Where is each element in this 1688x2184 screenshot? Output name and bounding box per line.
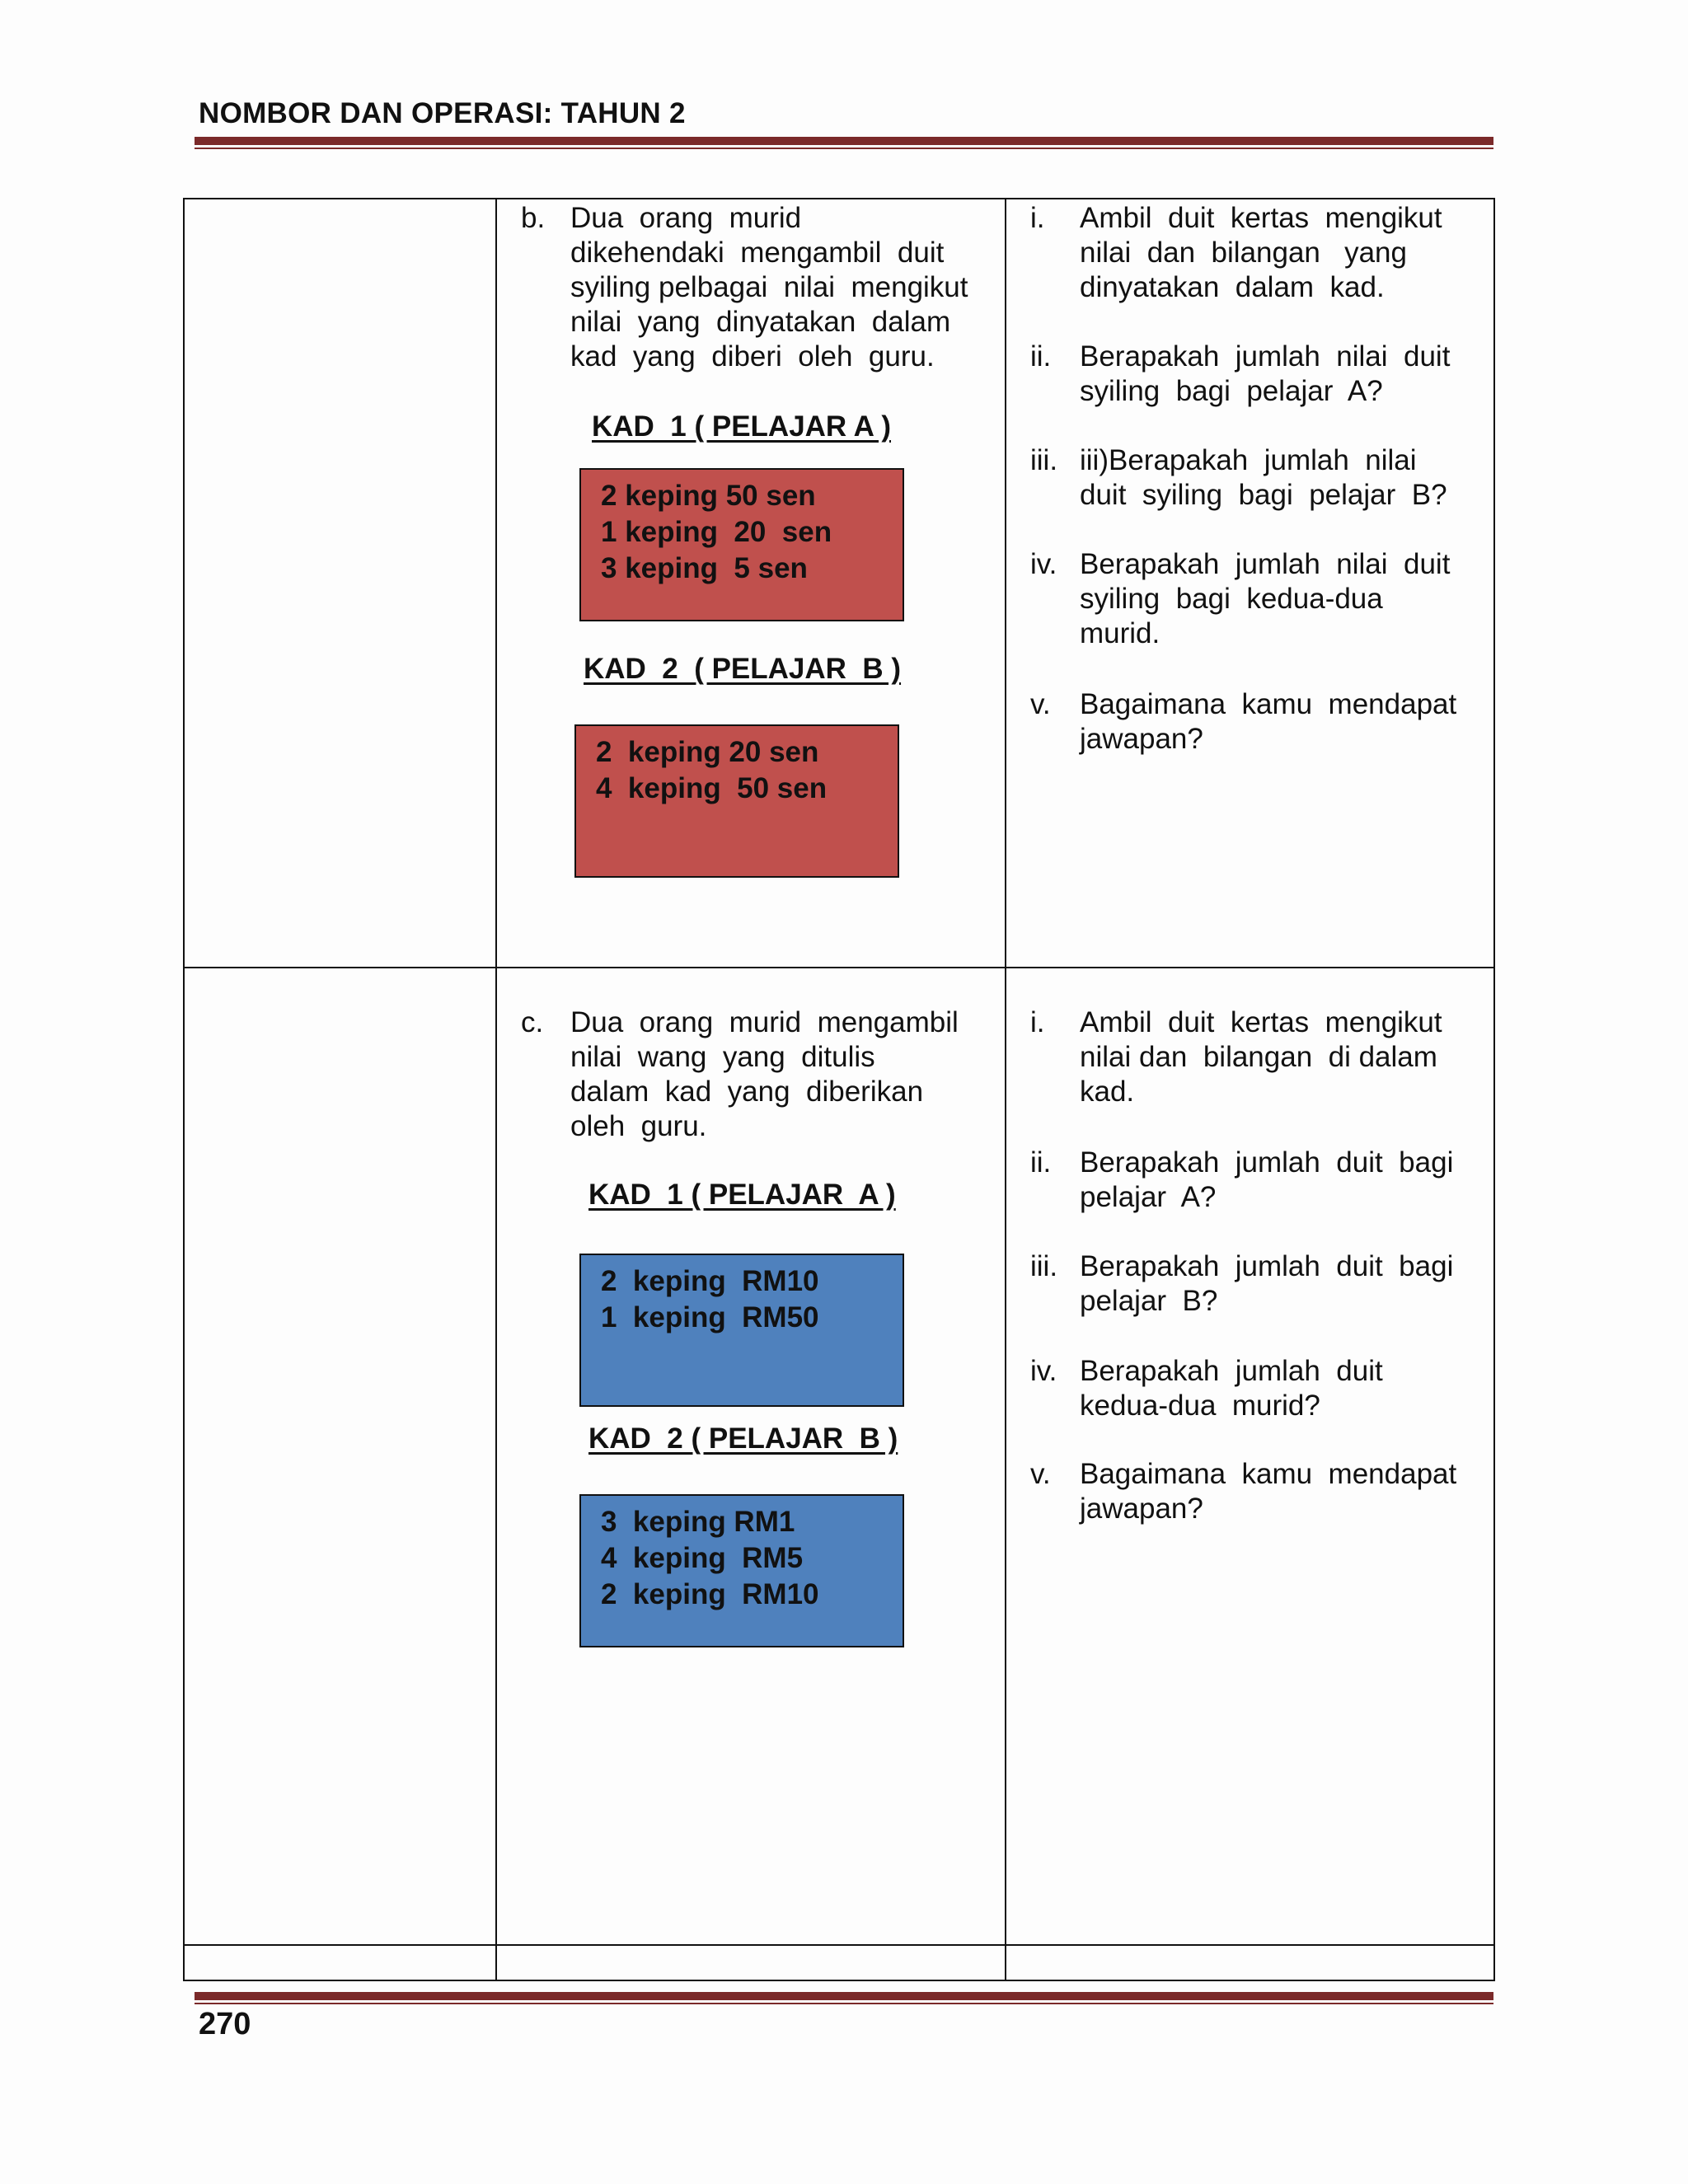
header-rule-thin: [195, 148, 1493, 149]
card-2-blue: [579, 1494, 904, 1647]
question-text: [1080, 1457, 1475, 1526]
question-number: ii.: [1030, 340, 1052, 373]
table-row-divider: [183, 1944, 1495, 1946]
question-line: Berapakah jumlah duit bagi: [1080, 1250, 1454, 1282]
card-line: 4 keping 50 sen: [596, 772, 828, 804]
question-line: jawapan?: [1080, 1493, 1203, 1525]
question-text: [1080, 687, 1475, 757]
page-number: 270: [199, 2007, 251, 2041]
description-line: nilai wang yang ditulis: [570, 1041, 875, 1073]
question-line: murid.: [1080, 617, 1160, 649]
question-text: [1080, 340, 1475, 409]
question-line: dinyatakan dalam kad.: [1080, 271, 1385, 303]
question-text: [1080, 443, 1475, 513]
question-number: i.: [1030, 202, 1045, 234]
description-line: Dua orang murid: [570, 202, 802, 234]
description-line: dalam kad yang diberikan: [570, 1076, 924, 1108]
question-line: jawapan?: [1080, 723, 1203, 755]
question-text: [1080, 201, 1475, 305]
table-border-bottom: [183, 1980, 1495, 1981]
footer-rule-thin: [195, 2003, 1493, 2004]
question-text: [1080, 1249, 1475, 1319]
question-line: pelajar A?: [1080, 1181, 1217, 1213]
question-number: iv.: [1030, 1355, 1057, 1387]
card-1-blue: [579, 1254, 904, 1407]
card-1-red: [579, 468, 904, 621]
question-line: Ambil duit kertas mengikut: [1080, 202, 1442, 234]
question-number: i.: [1030, 1006, 1045, 1038]
card-line: 4 keping RM5: [601, 1542, 804, 1574]
question-number: iii.: [1030, 1250, 1058, 1282]
card-2-title: KAD 2 ( PELAJAR B ): [588, 1422, 898, 1455]
question-line: syiling bagi pelajar A?: [1080, 375, 1383, 407]
question-line: Berapakah jumlah nilai duit: [1080, 548, 1451, 580]
description-line: Dua orang murid mengambil: [570, 1006, 959, 1038]
question-line: nilai dan bilangan di dalam: [1080, 1041, 1437, 1073]
question-line: kad.: [1080, 1076, 1135, 1108]
description-line: dikehendaki mengambil duit: [570, 237, 945, 269]
table-col-divider: [495, 198, 497, 1981]
question-line: Berapakah jumlah nilai duit: [1080, 340, 1451, 373]
table-border-right: [1493, 198, 1495, 1981]
table-border-top: [183, 198, 1495, 199]
card-line: 2 keping RM10: [601, 1265, 819, 1297]
question-line: syiling bagi kedua-dua: [1080, 583, 1383, 615]
question-text: [1080, 1005, 1475, 1109]
question-line: Bagaimana kamu mendapat: [1080, 688, 1457, 720]
question-text: [1080, 1146, 1475, 1215]
card-1-title: KAD 1 ( PELAJAR A ): [588, 1179, 896, 1211]
table-col-divider: [1005, 198, 1006, 1981]
item-letter: c.: [521, 1006, 544, 1038]
question-line: pelajar B?: [1080, 1285, 1218, 1317]
activity-c-description: [570, 1005, 995, 1144]
card-2-red: [574, 724, 899, 878]
header-rule: [195, 137, 1493, 145]
card-line: 2 keping RM10: [601, 1578, 819, 1610]
question-number: ii.: [1030, 1146, 1052, 1179]
card-line: 3 keping 5 sen: [601, 552, 808, 584]
question-number: iii.: [1030, 444, 1058, 476]
table-row-divider: [183, 967, 1495, 968]
question-text: [1080, 547, 1475, 651]
table-border-left: [183, 198, 185, 1981]
footer-rule: [195, 1992, 1493, 2000]
question-text: [1080, 1354, 1475, 1423]
description-line: nilai yang dinyatakan dalam: [570, 306, 951, 338]
question-line: kedua-dua murid?: [1080, 1390, 1320, 1422]
question-number: v.: [1030, 1458, 1051, 1490]
question-number: iv.: [1030, 548, 1057, 580]
card-line: 2 keping 20 sen: [596, 736, 819, 768]
question-line: Berapakah jumlah duit: [1080, 1355, 1383, 1387]
item-letter: b.: [521, 202, 546, 234]
card-line: 1 keping RM50: [601, 1301, 819, 1333]
question-line: Bagaimana kamu mendapat: [1080, 1458, 1457, 1490]
question-line: Ambil duit kertas mengikut: [1080, 1006, 1442, 1038]
card-line: 2 keping 50 sen: [601, 480, 816, 512]
question-line: nilai dan bilangan yang: [1080, 237, 1407, 269]
question-line: duit syiling bagi pelajar B?: [1080, 479, 1447, 511]
question-line: iii)Berapakah jumlah nilai: [1080, 444, 1417, 476]
page-header-title: NOMBOR DAN OPERASI: TAHUN 2: [199, 97, 686, 129]
question-line: Berapakah jumlah duit bagi: [1080, 1146, 1454, 1179]
description-line: oleh guru.: [570, 1110, 707, 1142]
card-2-title: KAD 2 ( PELAJAR B ): [584, 653, 902, 685]
card-line: 1 keping 20 sen: [601, 516, 832, 548]
card-line: 3 keping RM1: [601, 1506, 795, 1538]
description-line: syiling pelbagai nilai mengikut: [570, 271, 968, 303]
card-1-title: KAD 1 ( PELAJAR A ): [592, 410, 891, 443]
activity-b-description: [570, 201, 995, 374]
description-line: kad yang diberi oleh guru.: [570, 340, 935, 373]
question-number: v.: [1030, 688, 1051, 720]
